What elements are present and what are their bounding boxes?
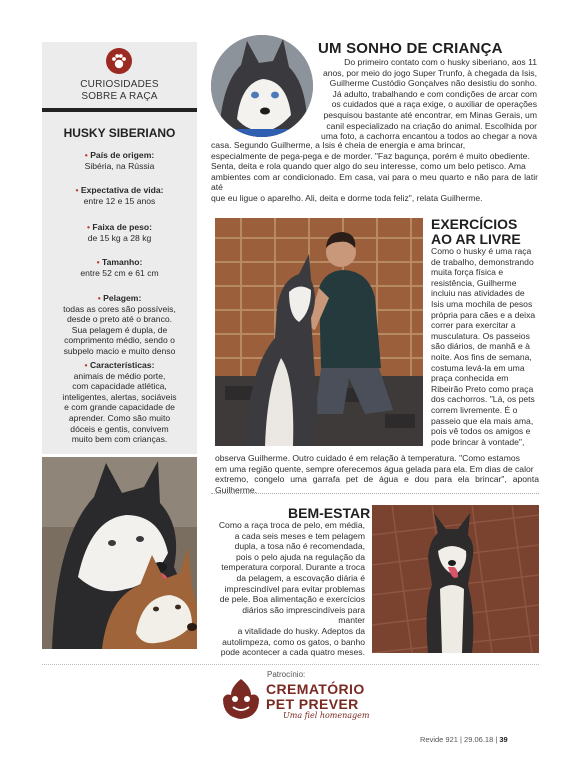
text-line: anos, por meio do jogo Super Trunfo, à chegada da Isis, <box>322 67 537 78</box>
footer-divider <box>42 664 539 665</box>
section-divider <box>211 493 539 494</box>
fact-label-text: Faixa de peso: <box>92 222 153 232</box>
fact-value: dóceis e gentis, convivem <box>70 423 169 434</box>
text-line: observa Guilherme. Outro cuidado é em relação à temperatura. "Como estamos <box>215 453 520 463</box>
text-line: dupla, a tosa não é recomendada, <box>234 541 365 552</box>
fact-value: entre 12 e 15 anos <box>83 195 156 206</box>
fact-value: entre 52 cm e 61 cm <box>80 267 159 278</box>
page-number: 39 <box>499 735 508 744</box>
text-line: incluiu nas atividades de <box>431 288 525 299</box>
text-line: canil especializado na criação do animal. Escolhida por <box>326 120 537 131</box>
text-line: de trabalho, demonstrando <box>431 256 534 267</box>
text-line: pesquisou bastante até encontrar, em Minas Gerais, um <box>323 109 537 120</box>
sidebar-header <box>42 42 197 110</box>
fact-label <box>44 360 195 371</box>
text-line: própria para cães e a deixa <box>431 309 536 320</box>
fact-value: aprender. Como são muito <box>68 412 171 423</box>
fact-label <box>44 257 195 268</box>
sidebar-title: HUSKY SIBERIANO <box>63 126 176 140</box>
text-line: resistência, Guilherme <box>431 277 517 288</box>
text-line: a cada seis meses e tem pelagem <box>234 530 365 541</box>
text-line: especialmente de pega-pega e de morder. "Faz bagunça, porém é muito obediente. <box>211 150 530 161</box>
text-line: correm livremente. É o <box>431 404 518 415</box>
text-line: casa. Segundo Guilherme, a Isis é cheia de energia e ama brincar, <box>211 140 466 150</box>
article-body <box>211 140 538 204</box>
bullet-icon: • <box>97 293 104 303</box>
fact-value: de 15 kg a 28 kg <box>87 232 152 243</box>
fact-label-text: Características: <box>89 360 155 370</box>
sponsor-label: Patrocínio: <box>267 670 306 679</box>
fact-label-text: Expectativa de vida: <box>80 185 164 195</box>
bullet-icon: • <box>84 150 91 160</box>
text-line: passeio que ela mais ama, <box>431 415 534 426</box>
sponsor-logo-text: PET PREVER <box>266 696 359 712</box>
sidebar-kicker: SOBRE A RAÇA <box>81 91 158 102</box>
text-line: Senta, deita e rola quando quer algo do seu interesse, como um belo petisco. Ama <box>211 161 526 172</box>
text-line: temperatura corporal. Durante a troca <box>221 562 365 573</box>
fact-value: com capacidade atlética, <box>72 381 167 392</box>
fact-label <box>44 293 195 304</box>
fact-label <box>44 185 195 196</box>
bullet-icon: • <box>84 360 90 370</box>
text-line: muita força física e <box>431 267 504 278</box>
text-line: Isis uma mochila de pesos <box>431 298 533 309</box>
husky-puppy-photo <box>211 35 313 137</box>
text-line: de pele. Boa alimentação e exercícios <box>219 594 365 605</box>
text-line: a vitalidade do husky. Adeptos da <box>237 625 365 636</box>
sponsor-tagline: Uma fiel homenagem <box>283 711 370 720</box>
huskies-pair-photo <box>42 457 197 649</box>
text-line: noite. Aos fins de semana, <box>431 351 532 362</box>
text-line: são diários, de manhã e à <box>431 341 530 352</box>
fact-value: comprimento médio, sendo o <box>64 335 175 346</box>
article-body <box>218 520 365 658</box>
article-heading: BEM-ESTAR <box>288 505 371 521</box>
fact-label <box>44 222 195 233</box>
article-heading: EXERCÍCIOS <box>431 216 518 232</box>
text-line: os cuidados que a raça exige, o auxiliar de operações <box>331 99 537 110</box>
article-body <box>215 453 539 495</box>
husky-sitting-photo <box>372 505 539 653</box>
fact-label-text: País de origem: <box>90 150 155 160</box>
fact-value: desde o preto até o branco. <box>66 314 173 325</box>
text-line: ambientes com ar condicionado. Em casa, vai para o meu quarto e não para de latir até <box>211 171 538 193</box>
fact-item <box>44 257 195 278</box>
sponsor-logo-text: CREMATÓRIO <box>266 681 365 697</box>
fact-value: animais de médio porte, <box>73 370 166 381</box>
fact-value: e com grande capacidade de <box>64 402 175 413</box>
fact-value: inteligentes, alertas, sociáveis <box>62 391 177 402</box>
fact-item <box>44 360 195 445</box>
fact-value: subpelo macio e muito denso <box>63 345 176 356</box>
text-line: correr para exercitar a <box>431 320 516 331</box>
text-line: dos cachorros. "Lá, os pets <box>431 394 535 405</box>
text-line: extremo, congelo uma garrafa pet de água e dou para ela brincar", aponta Guilherme. <box>215 474 539 495</box>
text-line: Como o husky é uma raça <box>431 246 532 256</box>
text-line: imprescindível para evitar problemas <box>224 583 365 594</box>
bullet-icon: • <box>86 222 93 232</box>
text-line: em uma região quente, sempre oferecemos água gelada para ela. Em dias de calor <box>215 463 534 474</box>
fact-item <box>44 222 195 243</box>
article-body <box>305 57 537 142</box>
text-line: Já adulto, trabalhando e com condições de arcar com <box>332 88 537 99</box>
fact-value: muito bem com crianças. <box>71 434 168 445</box>
text-line: pode acontecer a cada quatro meses. <box>220 647 365 658</box>
text-line: que eu ligue o aparelho. Ali, deita e dorme toda feliz", relata Guilherme. <box>211 192 483 203</box>
fact-item <box>44 150 195 171</box>
text-line: Como a raça troca de pelo, em média, <box>218 520 365 530</box>
fact-item <box>44 185 195 206</box>
text-line: musculatura. Os passeios <box>431 330 530 341</box>
fact-label-text: Tamanho: <box>101 257 143 267</box>
sidebar-divider <box>42 108 197 112</box>
crematorio-logo-icon <box>221 677 261 721</box>
issue-info: Revide 921 | 29.06.18 | <box>420 735 498 744</box>
text-line: Ribeirão Preto como praça <box>431 383 534 394</box>
bullet-icon: • <box>75 185 81 195</box>
breed-facts-sidebar <box>42 42 197 454</box>
fact-value: Sua pelagem é dupla, de <box>71 324 168 335</box>
text-line: autolimpeza, como os gatos, o banho <box>222 636 365 647</box>
text-line: pode brincar à vontade", <box>431 436 525 447</box>
page-folio <box>420 735 508 744</box>
article-heading: UM SONHO DE CRIANÇA <box>318 40 503 57</box>
text-line: da pelagem, a escovação diária é <box>236 572 365 583</box>
owner-with-husky-photo <box>215 218 423 446</box>
bullet-icon: • <box>96 257 102 267</box>
fact-label <box>44 150 195 161</box>
paw-icon <box>106 48 132 74</box>
sidebar-kicker: CURIOSIDADES <box>80 79 159 90</box>
fact-value: todas as cores são possíveis, <box>63 303 176 314</box>
article-body <box>431 246 538 447</box>
text-line: pois vê todos os amigos e <box>431 426 531 437</box>
text-line: costuma levá-la em uma <box>431 362 525 373</box>
text-line: pois o pelo ajuda na regulação da <box>235 551 365 562</box>
article-heading: AO AR LIVRE <box>431 231 521 247</box>
text-line: Do primeiro contato com o husky siberiano, aos 11 <box>344 57 537 67</box>
text-line: praça conhecida em <box>431 373 509 384</box>
fact-label-text: Pelagem: <box>103 293 142 303</box>
fact-value: Sibéria, na Rússia <box>84 160 155 171</box>
fact-item <box>44 293 195 357</box>
text-line: uma foto, a cachorra encantou a todos ao chegar a nova <box>321 131 537 142</box>
text-line: diários são imprescindíveis para manter <box>242 604 365 626</box>
text-line: Guilherme Custódio Gonçalves não desistiu do sonho. <box>329 78 537 89</box>
